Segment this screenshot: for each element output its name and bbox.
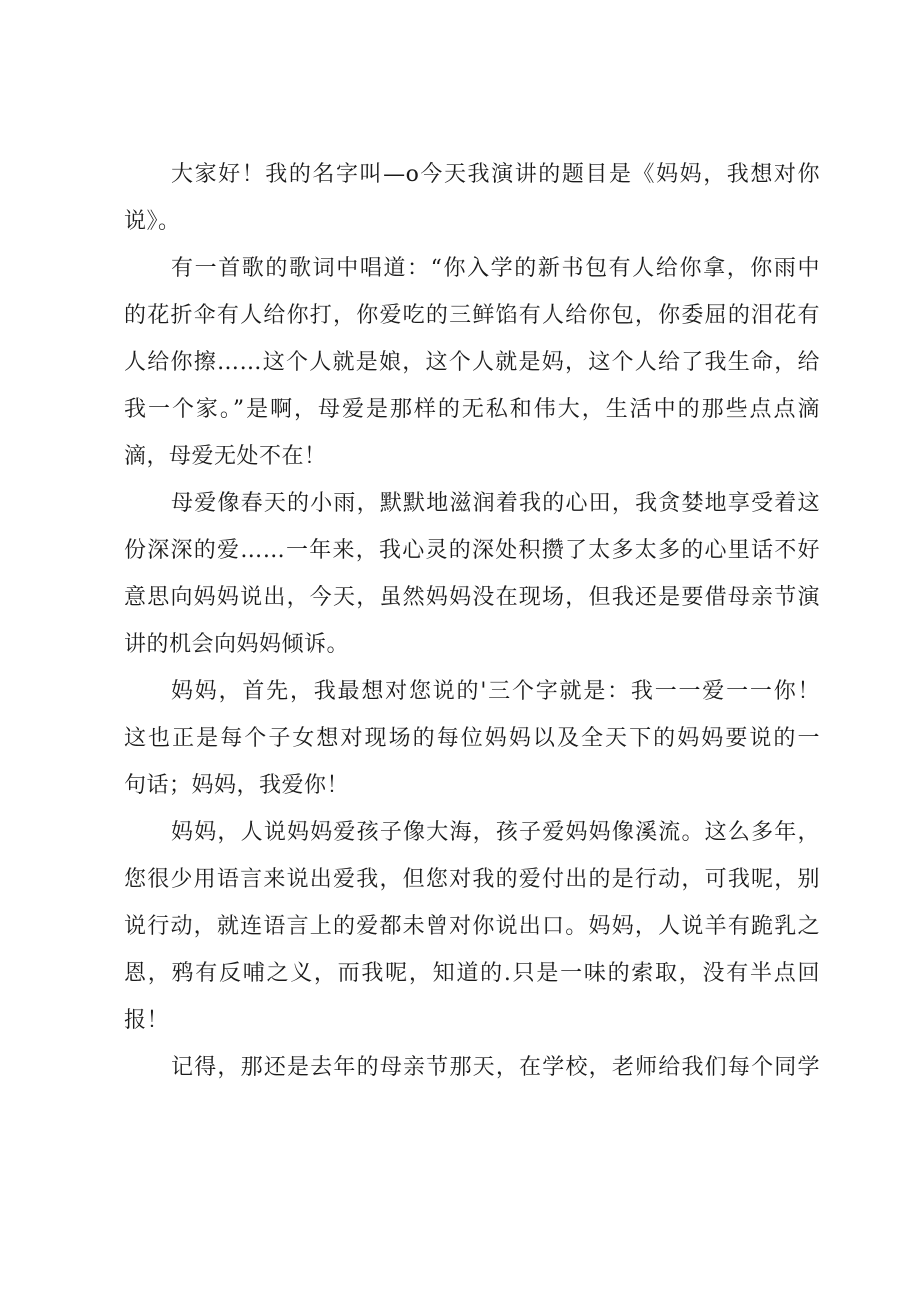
text-line: 滴，母爱无处不在！ [124, 444, 327, 469]
text-line: 我一个家。”是啊，母爱是那样的无私和伟大，生活中的那些点点滴 [124, 397, 820, 422]
text-line: 恩，鸦有反哺之义，而我呢，知道的.只是一味的索取，没有半点回 [124, 961, 820, 986]
text-line: 份深深的爱……一年来，我心灵的深处积攒了太多太多的心里话不好 [124, 538, 820, 563]
paragraph-song-lyrics [124, 256, 820, 469]
paragraph-memory [124, 1055, 820, 1080]
text-line: 人给你擦……这个人就是娘，这个人就是妈，这个人给了我生命，给 [124, 350, 820, 375]
text-line: 说行动，就连语言上的爱都未曾对你说出口。妈妈，人说羊有跪乳之 [124, 914, 820, 939]
text-line: 说》。 [124, 209, 181, 234]
text-line: 报！ [124, 1008, 170, 1033]
text-line: 母爱像春天的小雨，默默地滋润着我的心田，我贪婪地享受着这 [171, 491, 820, 516]
text-line: 这也正是每个子女想对现场的每位妈妈以及全天下的妈妈要说的一 [124, 726, 820, 751]
text-line: 的花折伞有人给你打，你爱吃的三鲜馅有人给你包，你委屈的泪花有 [124, 303, 820, 328]
text-line: 记得，那还是去年的母亲节那天，在学校，老师给我们每个同学 [171, 1055, 820, 1080]
document-body [124, 162, 820, 1102]
text-line: 句话；妈妈，我爱你！ [124, 773, 350, 798]
text-line: 您很少用语言来说出爱我，但您对我的爱付出的是行动，可我呢，别 [124, 867, 820, 892]
text-line: 妈妈，人说妈妈爱孩子像大海，孩子爱妈妈像溪流。这么多年， [171, 820, 820, 845]
text-line: 妈妈，首先，我最想对您说的'三个字就是：我一一爱一一你！ [171, 679, 820, 704]
text-line: 意思向妈妈说出，今天，虽然妈妈没在现场，但我还是要借母亲节演 [124, 585, 820, 610]
paragraph-ocean-and-stream [124, 820, 820, 1033]
text-line: 大家好！我的名字叫—o今天我演讲的题目是《妈妈，我想对你 [171, 162, 820, 187]
text-line: 有一首歌的歌词中唱道：“你入学的新书包有人给你拿，你雨中 [171, 256, 820, 281]
text-line: 讲的机会向妈妈倾诉。 [124, 632, 350, 657]
paragraph-i-love-you [124, 679, 820, 798]
paragraph-greeting [124, 162, 820, 234]
paragraph-spring-rain [124, 491, 820, 657]
